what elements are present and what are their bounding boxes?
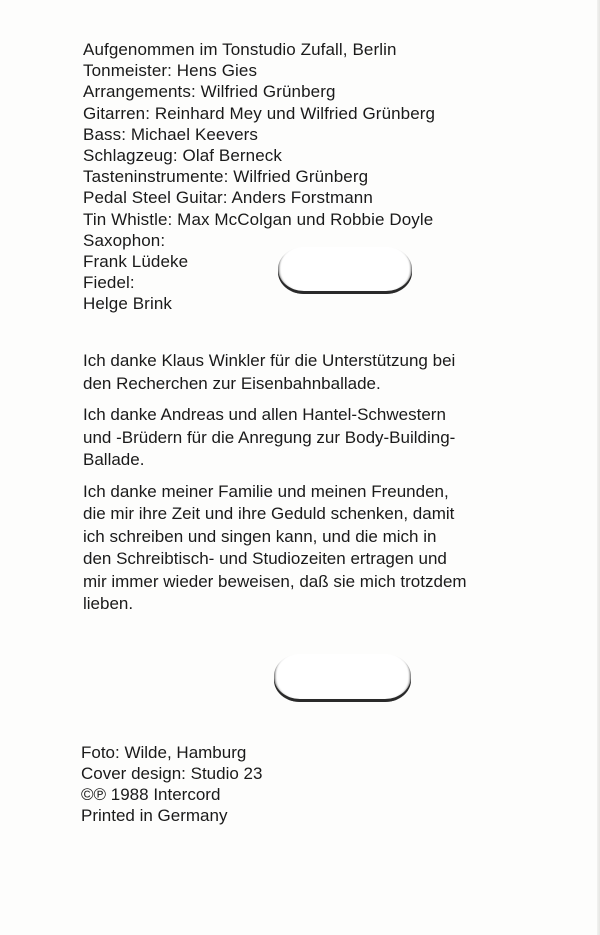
printed-in: Printed in Germany — [81, 806, 228, 825]
thanks-paragraph-3 — [83, 481, 543, 616]
credit-line: Aufgenommen im Tonstudio Zufall, Berlin — [83, 40, 397, 59]
thanks-paragraph-1 — [83, 350, 543, 395]
thanks-line: Ich danke Klaus Winkler für die Unterstützung bei — [83, 351, 456, 370]
credit-line: Frank Lüdeke — [83, 252, 189, 272]
thanks-line: den Recherchen zur Eisenbahnballade. — [83, 373, 381, 393]
credit-line: Schlagzeug: Olaf Berneck — [83, 146, 282, 166]
acknowledgements-block — [83, 350, 543, 625]
credit-line: Bass: Michael Keevers — [83, 124, 259, 144]
thanks-line: den Schreibtisch- und Studiozeiten ertragen und — [83, 549, 447, 568]
thanks-line: Ballade. — [83, 450, 145, 469]
credit-line: Pedal Steel Guitar: Anders Forstmann — [83, 188, 373, 208]
thanks-line: Ich danke Andreas und allen Hantel-Schwestern — [83, 405, 446, 424]
credit-line: Tonmeister: Hens Gies — [83, 61, 258, 81]
credit-line: Tasteninstrumente: Wilfried Grünberg — [83, 167, 369, 187]
thanks-line: die mir ihre Zeit und ihre Geduld schenken, damit — [83, 504, 455, 523]
spindle-cutout-top — [278, 247, 412, 294]
credit-line: Arrangements: Wilfried Grünberg — [83, 82, 336, 102]
spindle-cutout-bottom — [274, 654, 411, 702]
thanks-paragraph-2 — [83, 404, 543, 472]
credit-line: Fiedel: — [83, 273, 135, 293]
copyright-notice: ©℗ 1988 Intercord — [81, 785, 221, 804]
credit-line: Gitarren: Reinhard Mey und Wilfried Grünberg — [83, 103, 436, 123]
thanks-line: mir immer wieder beweisen, daß sie mich trotzdem — [83, 571, 467, 591]
thanks-line: Ich danke meiner Familie und meinen Freunden, — [83, 481, 449, 501]
thanks-line: und -Brüdern für die Anregung zur Body-Building- — [83, 427, 456, 447]
footer-block — [81, 742, 381, 826]
photo-credit: Foto: Wilde, Hamburg — [81, 743, 247, 762]
thanks-line: ich schreiben und singen kann, und die mich in — [83, 526, 437, 546]
credit-line: Tin Whistle: Max McColgan und Robbie Doyle — [83, 209, 434, 229]
credit-line: Helge Brink — [83, 294, 172, 314]
thanks-line: lieben. — [83, 594, 134, 613]
cover-design-credit: Cover design: Studio 23 — [81, 764, 263, 783]
credit-line: Saxophon: — [83, 230, 166, 250]
